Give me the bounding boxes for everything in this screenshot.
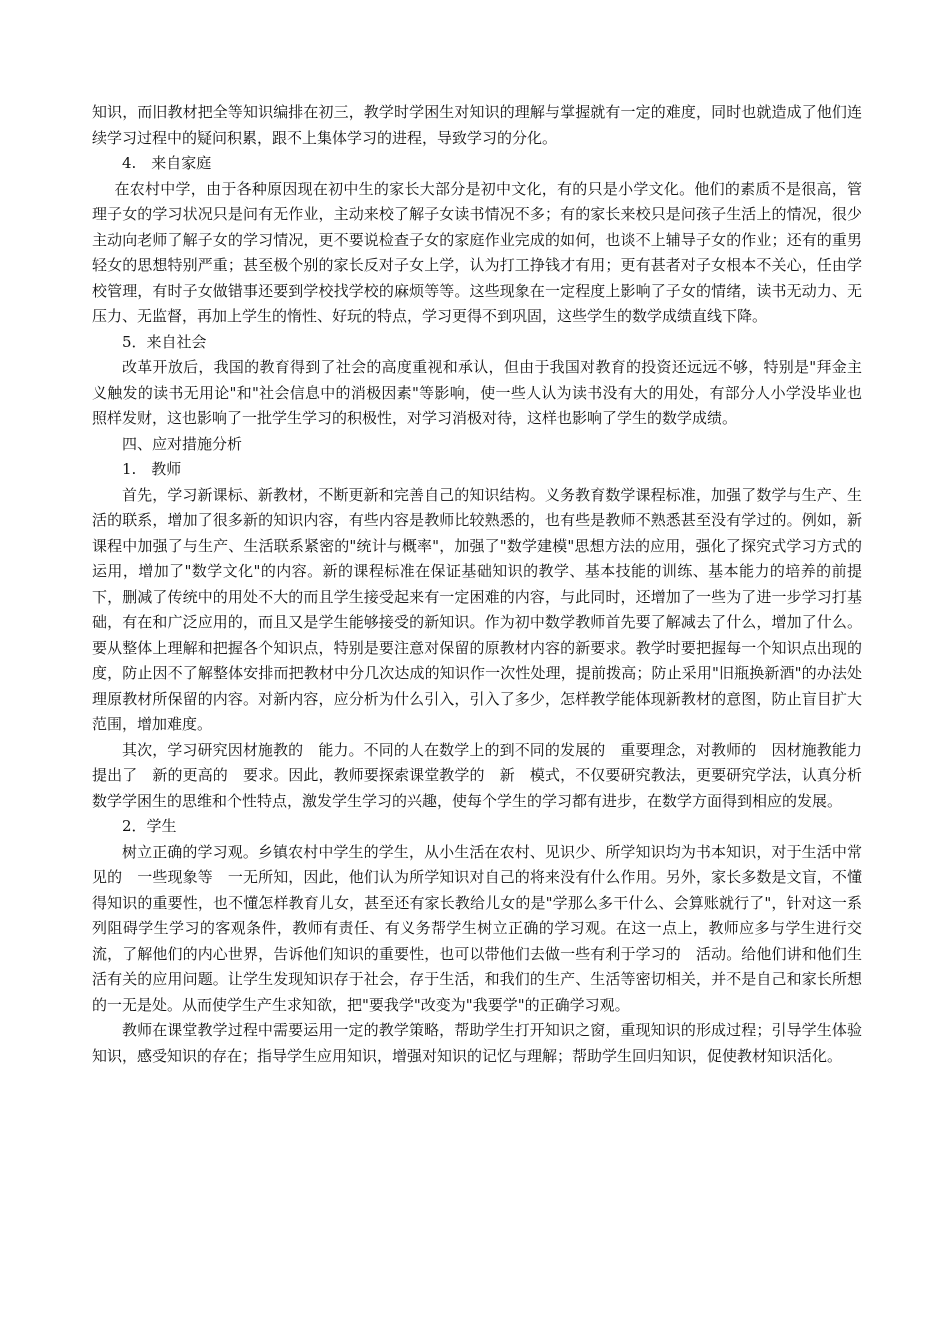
heading-teacher: 1. 教师: [122, 460, 182, 478]
heading-from-society: 5．来自社会: [122, 332, 207, 351]
paragraph-teacher-second: 其次，学习研究因材施教的 能力。不同的人在数学上的到不同的发展的 重要理念，对教师的 因材施教能力提出了 新的更高的 要求。因此，教师要探索课堂教学的 新 模式，不仅要研究教法，更要研究学法，认真分析数学学困生的思维和个性特点，激发学生学习的兴趣，使每个学生的学习都有进步，在数学方面得到相应的发展。: [92, 740, 862, 810]
section-heading-measures: 四、应对措施分析: [122, 434, 243, 453]
document-body: [92, 100, 862, 1069]
paragraph-society: 改革开放后，我国的教育得到了社会的高度重视和承认，但由于我国对教育的投资还远远不够，特别是"拜金主义触发的读书无用论"和"社会信息中的消极因素"等影响，使一些人认为读书没有大的用处，有部分人小学没毕业也照样发财，这也影响了一批学生学习的积极性，对学习消极对待，这样也影响了学生的数学成绩。: [92, 358, 862, 427]
heading-from-family: 4. 来自家庭: [122, 154, 212, 172]
paragraph-student: 树立正确的学习观。乡镇农村中学生的学生，从小生活在农村、见识少、所学知识均为书本知识，对于生活中常见的 一些现象等 一无所知，因此，他们认为所学知识对自己的将来没有什么作用。另外，家长多数是文盲，不懂得知识的重要性，也不懂怎样教育儿女，甚至还有家长教给儿女的是"学那么多干什么、会算账就行了"，针对这一系列阻碍学生学习的客观条件，教师有责任、有义务帮学生树立正确的学习观。在这一点上，教师应多与学生进行交流，了解他们的内心世界，告诉他们知识的重要性，也可以带他们去做一些有利于学习的 活动。给他们讲和他们生活有关的应用问题。让学生发现知识存于社会，存于生活，和我们的生产、生活等密切相关，并不是自己和家长所想的一无是处。从而使学生产生求知欲，把"要我学"改变为"我要学"的正确学习观。: [92, 842, 862, 1014]
paragraph-classroom-strategy: 教师在课堂教学过程中需要运用一定的教学策略，帮助学生打开知识之窗，重现知识的形成过程；引导学生体验知识，感受知识的存在；指导学生应用知识，增强对知识的记忆与理解；帮助学生回归知识，促使教材知识活化。: [92, 1021, 862, 1065]
paragraph-family: 在农村中学，由于各种原因现在初中生的家长大部分是初中文化，有的只是小学文化。他们的素质不是很高，管理子女的学习状况只是问有无作业，主动来校了解子女读书情况不多；有的家长来校只是问孩子生活上的情况，很少主动向老师了解子女的学习情况，更不要说检查子女的家庭作业完成的如何，也谈不上辅导子女的作业；还有的重男轻女的思想特别严重；甚至极个别的家长反对子女上学，认为打工挣钱才有用；更有甚者对子女根本不关心，任由学校管理，有时子女做错事还要到学校找学校的麻烦等等。这些现象在一定程度上影响了子女的情绪，读书无动力、无压力、无监督，再加上学生的惰性、好玩的特点，学习更得不到巩固，这些学生的数学成绩直线下降。: [92, 179, 862, 325]
paragraph-teacher-first: 首先，学习新课标、新教材，不断更新和完善自己的知识结构。义务教育数学课程标准，加强了数学与生产、生活的联系，增加了很多新的知识内容，有些内容是教师比较熟悉的，也有些是教师不熟悉甚至没有学过的。例如，新课程中加强了与生产、生活联系紧密的"统计与概率"，加强了"数学建模"思想方法的应用，强化了探究式学习方式的运用，增加了"数学文化"的内容。新的课程标准在保证基础知识的教学、基本技能的训练、基本能力的培养的前提下，删减了传统中的用处不大的而且学生接受起来有一定困难的内容，与此同时，还增加了一些为了进一步学习打基础，有在和广泛应用的，而且又是学生能够接受的新知识。作为初中数学教师首先要了解减去了什么，增加了什么。要从整体上理解和把握各个知识点，特别是要注意对保留的原教材内容的新要求。教学时要把握每一个知识点出现的度，防止因不了解整体安排而把教材中分几次达成的知识作一次性处理，提前拨高；防止采用"旧瓶换新酒"的办法处理原教材所保留的内容。对新内容，应分析为什么引入，引入了多少，怎样教学能体现新教材的意图，防止盲目扩大范围，增加难度。: [92, 485, 862, 733]
heading-student: 2．学生: [122, 817, 177, 835]
paragraph-continued: 知识，而旧教材把全等知识编排在初三，教学时学困生对知识的理解与掌握就有一定的难度，同时也就造成了他们连续学习过程中的疑问积累，跟不上集体学习的进程，导致学习的分化。: [92, 103, 862, 147]
